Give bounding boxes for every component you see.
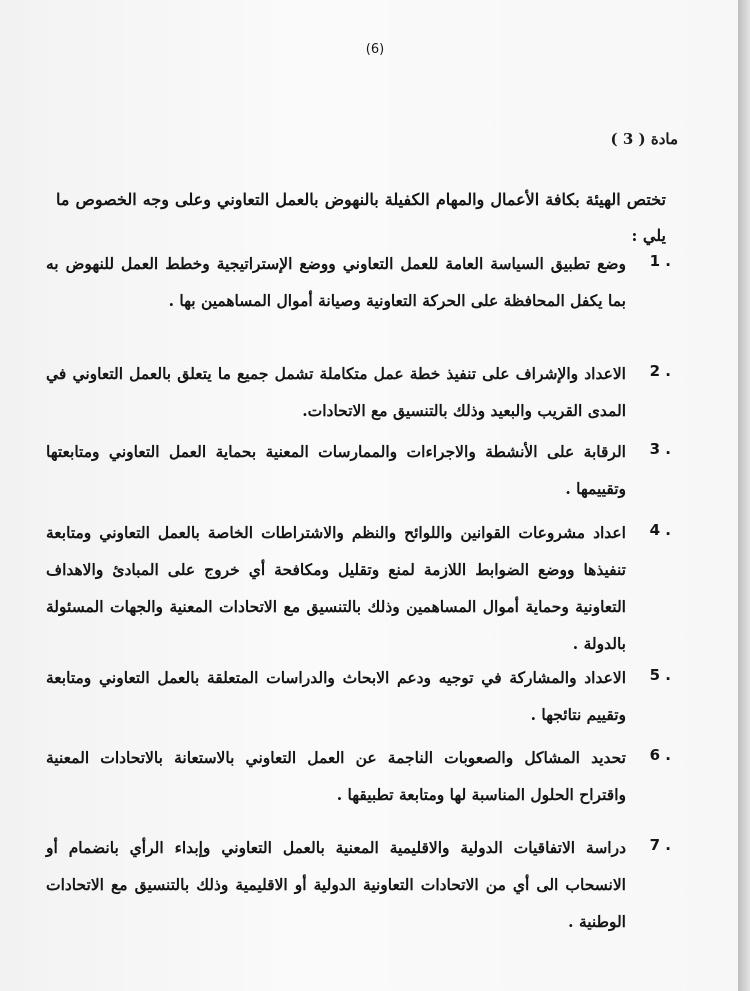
page-number: (6) bbox=[365, 42, 385, 57]
intro-paragraph: تختص الهيئة بكافة الأعمال والمهام الكفيلة بالنهوض بالعمل التعاوني وعلى وجه الخصوص ما يلي : bbox=[56, 190, 666, 245]
list-item-6: تحديد المشاكل والصعوبات الناجمة عن العمل التعاوني بالاستعانة بالاتحادات المعنية واقتراح الحلول المناسبة لها ومتابعة تطبيقها . bbox=[46, 748, 626, 804]
item-number-5: 5 . bbox=[649, 666, 671, 684]
list-item-4: اعداد مشروعات القوانين واللوائح والنظم والاشتراطات الخاصة بالعمل التعاوني ومتابعة تنفيذها ووضع الضوابط اللازمة لمنع وتقليل ومكافحة أي خروج على المبادئ والاهداف التعاونية وحماية أموال المساهمين وذلك بالتنسيق مع الاتحادات المعنية والجهات المسئولة بالدولة . bbox=[46, 523, 626, 653]
item-number-2: 2 . bbox=[649, 362, 671, 380]
item-number-7: 7 . bbox=[649, 836, 671, 854]
list-item-7: دراسة الاتفاقيات الدولية والاقليمية المعنية بالعمل التعاوني وإبداء الرأي بانضمام أو الانسحاب الى أي من الاتحادات التعاونية الدولية أو الاقليمية وذلك بالتنسيق مع الاتحادات الوطنية . bbox=[46, 838, 626, 931]
list-item-5: الاعداد والمشاركة في توجيه ودعم الابحاث والدراسات المتعلقة بالعمل التعاوني ومتابعة وتقييم نتائجها . bbox=[46, 668, 626, 724]
item-number-3: 3 . bbox=[649, 440, 671, 458]
article-title: مادة ( 3 ) bbox=[610, 130, 678, 148]
page-edge-shadow bbox=[738, 0, 750, 991]
list-item-1: وضع تطبيق السياسة العامة للعمل التعاوني ووضع الإستراتيجية وخطط العمل للنهوض به بما يكفل المحافظة على الحركة التعاونية وصيانة أموال المساهمين بها . bbox=[46, 254, 626, 310]
list-item-2: الاعداد والإشراف على تنفيذ خطة عمل متكاملة تشمل جميع ما يتعلق بالعمل التعاوني في المدى القريب والبعيد وذلك بالتنسيق مع الاتحادات. bbox=[46, 364, 626, 420]
list-item-3: الرقابة على الأنشطة والاجراءات والممارسات المعنية بحماية العمل التعاوني ومتابعتها وتقييمها . bbox=[46, 442, 626, 498]
item-number-6: 6 . bbox=[649, 746, 671, 764]
item-number-4: 4 . bbox=[649, 521, 671, 539]
item-number-1: 1 . bbox=[649, 252, 671, 270]
